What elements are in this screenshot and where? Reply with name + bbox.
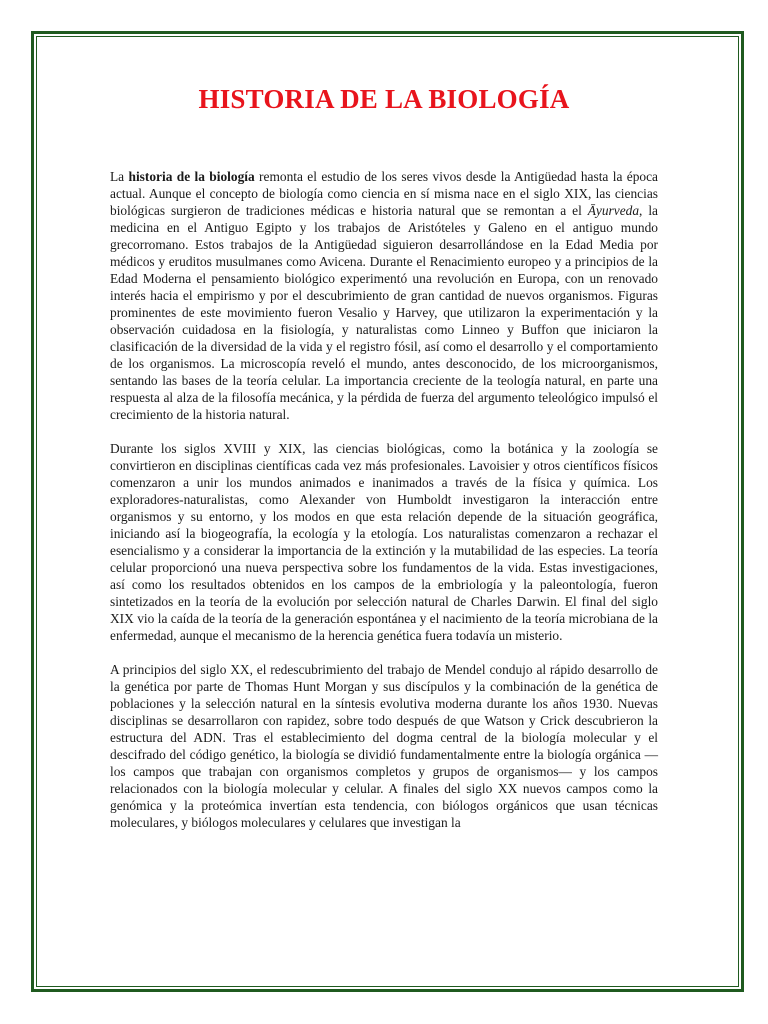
paragraph-1-text-b: , la medicina en el Antiguo Egipto y los trabajos de Aristóteles y Galeno en el antiguo mundo grecorromano. Estos trabajos de la Antigüedad siguieron desarrollándose en la Edad Media por médicos y eruditos musulmanes como Avicena. Durante el Renacimiento europeo y a principios de la Edad Moderna el pensamiento biológico experimentó una revolución en Europa, con un renovado interés hacia el empirismo y por el descubrimiento de gran cantidad de nuevos organismos. Figuras prominentes de este movimiento fueron Vesalio y Harvey, que utilizaron la experimentación y la observación cuidadosa en la fisiología, y naturalistas como Linneo y Buffon que iniciaron la clasificación de la diversidad de la vida y el registro fósil, así como el desarrollo y el comportamiento de los organismos. La microscopía reveló el mundo, antes desconocido, de los microorganismos, sentando las bases de la teoría celular. La importancia creciente de la teología natural, en parte una respuesta al alza de la filosofía mecánica, y la pérdida de fuerza del argumento teleológico impulsó el crecimiento de la historia natural. <box>110 203 658 422</box>
document-title: HISTORIA DE LA BIOLOGÍA <box>198 84 570 114</box>
paragraph-1-italic-term: Āyurveda <box>587 203 640 218</box>
paragraph-1-bold-term: historia de la biología <box>128 169 255 184</box>
paragraph-1-lead: La <box>110 169 129 184</box>
paragraph-2: Durante los siglos XVIII y XIX, las ciencias biológicas, como la botánica y la zoología se convirtieron en disciplinas científicas cada vez más profesionales. Lavoisier y otros científicos físicos comenzaron a unir los mundos animados e inanimados a través de la física y química. Los exploradores-naturalistas, como Alexander von Humboldt investigaron la interacción entre organismos y su entorno, y los modos en que esta relación depende de la situación geográfica, iniciando así la biogeografía, la ecología y la etología. Los naturalistas comenzaron a rechazar el esencialismo y a considerar la importancia de la extinción y la mutabilidad de las especies. La teoría celular proporcionó una nueva perspectiva sobre los fundamentos de la vida. Estas investigaciones, así como los resultados obtenidos en los campos de la embriología y la paleontología, fueron sintetizados en la teoría de la evolución por selección natural de Charles Darwin. El final del siglo XIX vio la caída de la teoría de la generación espontánea y el nacimiento de la teoría microbiana de la enfermedad, aunque el mecanismo de la herencia genética fuera todavía un misterio. <box>110 441 658 643</box>
paragraph-1-text-a: remonta el estudio de los seres vivos desde la Antigüedad hasta la época actual. Aunque el concepto de biología como ciencia en sí misma nace en el siglo XIX, las ciencias biológicas surgieron de tradiciones médicas e historia natural que se remontan a el <box>110 169 658 218</box>
paragraph-1 <box>110 168 658 423</box>
document-body <box>110 168 658 848</box>
paragraph-3: A principios del siglo XX, el redescubrimiento del trabajo de Mendel condujo al rápido desarrollo de la genética por parte de Thomas Hunt Morgan y sus discípulos y la combinación de la genética de poblaciones y la selección natural en la síntesis evolutiva moderna durante los años 1930. Nuevas disciplinas se desarrollaron con rapidez, sobre todo después de que Watson y Crick descubrieron la estructura del ADN. Tras el establecimiento del dogma central de la biología molecular y el descifrado del código genético, la biología se dividió fundamentalmente entre la biología orgánica —los campos que trabajan con organismos completos y grupos de organismos— y los campos relacionados con la biología molecular y celular. A finales del siglo XX nuevos campos como la genómica y la proteómica invertían esta tendencia, con biólogos orgánicos que usan técnicas moleculares, y biólogos moleculares y celulares que investigan la <box>110 662 658 830</box>
